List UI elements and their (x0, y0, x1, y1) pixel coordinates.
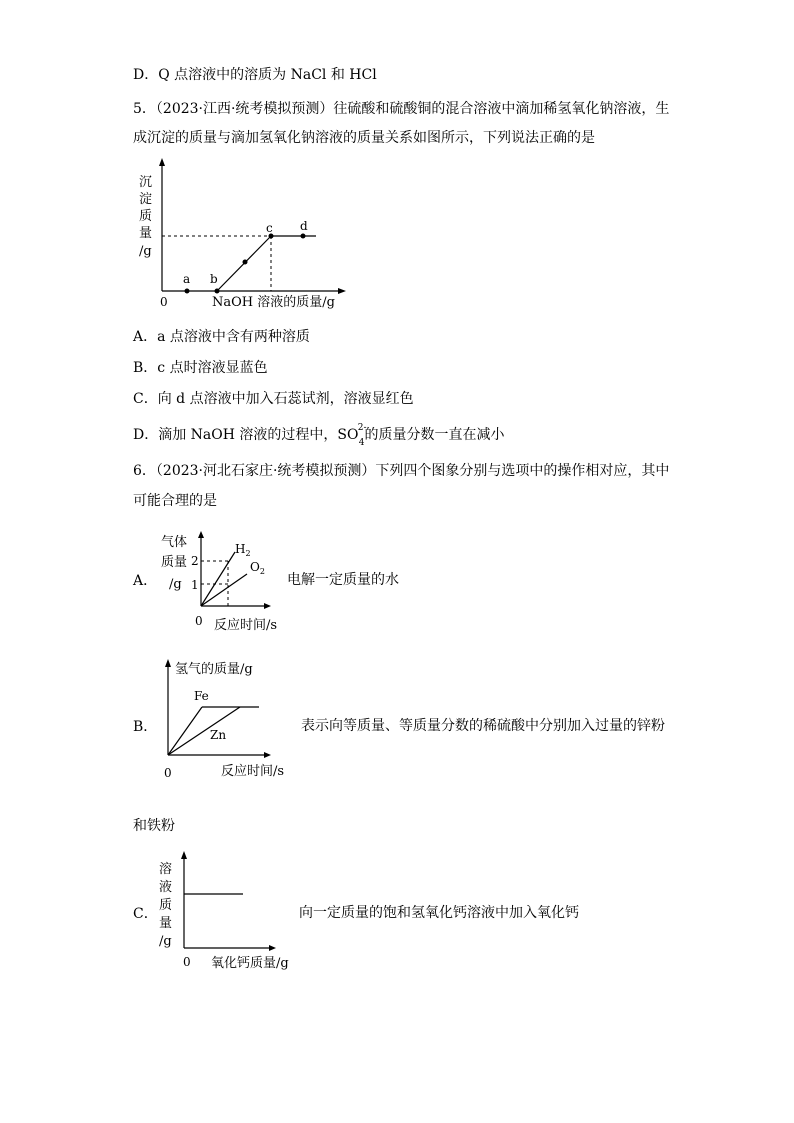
q6-b-x-arrow (264, 752, 271, 758)
q6-c-xlabel: 氧化钙质量/g (211, 956, 289, 971)
q5-option-d (133, 423, 505, 448)
q6-c-ylabel-3: 质 (159, 898, 173, 913)
q6-a-x-arrow (264, 603, 271, 609)
q6-b-zn-rise (168, 707, 240, 755)
q6-option-c-label: C． (133, 906, 158, 922)
q6-option-a-label: A． (133, 573, 158, 589)
q6-c-graph (155, 848, 305, 973)
q6-b-fe-rise (168, 707, 202, 755)
q6-stem-line2: 可能合理的是 (133, 493, 217, 509)
q5-ylabel-1: 沉 (139, 175, 153, 190)
q5-option-d-post: 的质量分数一直在减小 (364, 427, 505, 443)
q6-a-ylabel-3: /g (169, 577, 182, 592)
q5-option-d-sup: 2- (357, 423, 367, 433)
q5-option-d-ion: SO 2- 4 (337, 426, 364, 444)
q5-ylabel-5: /g (139, 244, 152, 259)
q5-ylabel-3: 质 (139, 209, 153, 224)
q5-point-a (185, 289, 190, 294)
q6-b-graph (155, 655, 305, 785)
q6-c-ylabel-2: 液 (159, 880, 173, 895)
q6-c-y-arrow (181, 851, 187, 859)
q5-point-mid (243, 260, 248, 265)
q5-option-d-pre: D．滴加 NaOH 溶液的过程中， (133, 427, 338, 443)
q6-option-b-label: B． (133, 719, 158, 735)
q5-y-arrow (159, 158, 165, 166)
q6-b-desc: 表示向等质量、等质量分数的稀硫酸中分别加入过量的锌粉 (301, 718, 665, 734)
q6-b-ylabel: 氢气的质量/g (175, 662, 253, 677)
q5-point-b (215, 289, 220, 294)
q5-label-d: d (300, 219, 308, 233)
q6-a-desc: 电解一定质量的水 (287, 572, 399, 588)
q6-a-y1: 1 (191, 578, 199, 592)
q6-a-xlabel: 反应时间/s (214, 618, 278, 633)
q5-ylabel-4: 量 (139, 226, 153, 241)
q6-a-o2-line (201, 574, 247, 606)
q6-b-xlabel: 反应时间/s (221, 764, 285, 779)
q5-point-d (301, 234, 306, 239)
q6-c-origin: 0 (183, 955, 191, 969)
q5-option-b: B．c 点时溶液显蓝色 (133, 360, 268, 376)
q6-a-y2: 2 (191, 554, 199, 568)
q5-x-arrow (338, 288, 346, 294)
q6-b-origin: 0 (164, 766, 172, 780)
q6-a-graph (155, 528, 285, 638)
q6-b-zn-label: Zn (210, 728, 227, 742)
q6-c-desc: 向一定质量的饱和氢氧化钙溶液中加入氧化钙 (299, 905, 579, 921)
q6-stem-line1: 6．（2023·河北石家庄·统考模拟预测）下列四个图象分别与选项中的操作相对应，其中 (133, 463, 670, 479)
q5-option-c: C．向 d 点溶液中加入石蕊试剂，溶液显红色 (133, 391, 414, 407)
q6-c-x-arrow (269, 945, 276, 951)
q6-a-h2-line (201, 552, 235, 606)
q6-a-origin: 0 (195, 614, 203, 628)
q5-origin: 0 (160, 295, 168, 309)
q6-b-desc-cont: 和铁粉 (133, 818, 175, 834)
q6-b-fe-label: Fe (194, 689, 209, 703)
q6-c-ylabel-1: 溶 (159, 862, 173, 877)
q5-xlabel: NaOH 溶液的质量/g (212, 295, 335, 310)
q5-ylabel-2: 淀 (139, 192, 153, 207)
q6-c-ylabel-4: 量 (159, 916, 173, 931)
q6-a-y-arrow (198, 531, 204, 538)
q5-stem-line2: 成沉淀的质量与滴加氢氧化钠溶液的质量关系如图所示，下列说法正确的是 (133, 130, 595, 146)
q6-a-o2-label: $O_2$ (250, 560, 265, 576)
q6-c-ylabel-5: /g (159, 934, 172, 949)
q6-b-y-arrow (165, 659, 171, 667)
q5-stem-line1: 5．（2023·江西·统考模拟预测）往硫酸和硫酸铜的混合溶液中滴加稀氢氧化钠溶液，生 (133, 101, 670, 117)
q6-a-h2-label: $H_2$ (235, 542, 251, 558)
q5-label-b: b (210, 272, 218, 286)
q6-a-ylabel-1: 气体 (161, 535, 188, 550)
q5-label-c: c (266, 221, 273, 235)
q5-label-a: a (183, 272, 191, 286)
q5-option-d-sub: 4 (358, 438, 365, 448)
q5-graph (130, 155, 360, 315)
q4-option-d: D．Q 点溶液中的溶质为 NaCl 和 HCl (133, 67, 377, 83)
q5-option-a: A．a 点溶液中含有两种溶质 (133, 329, 310, 345)
q6-a-ylabel-2: 质量 (161, 555, 188, 570)
